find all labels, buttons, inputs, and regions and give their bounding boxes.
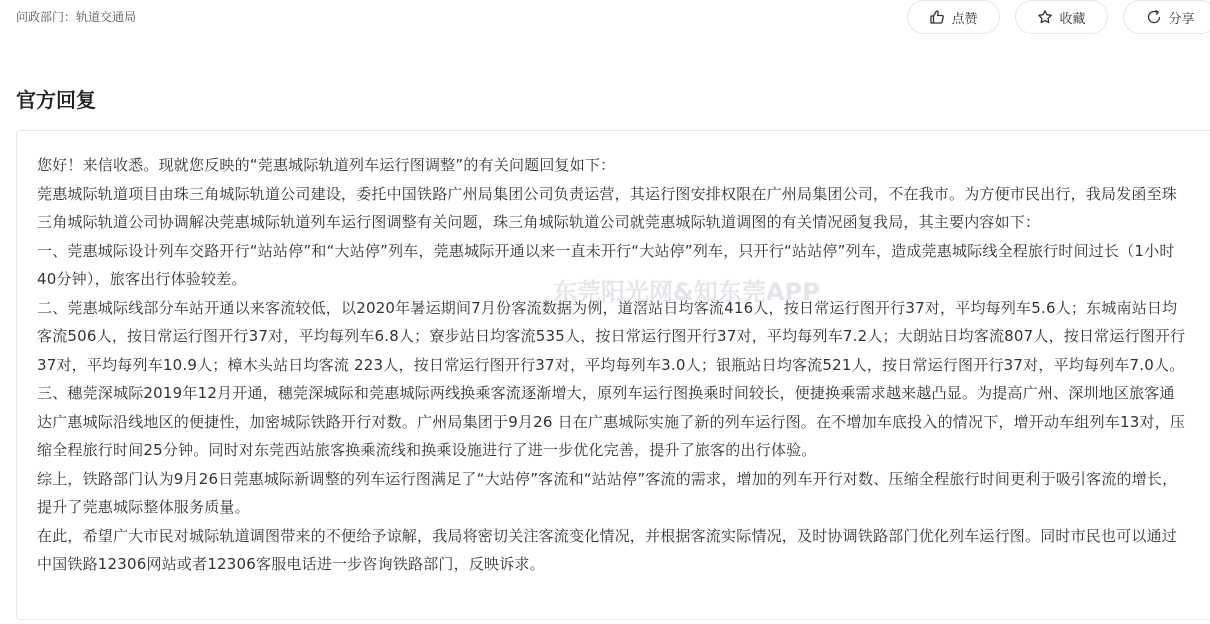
- reply-body: [37, 151, 1187, 579]
- reply-paragraph: 二、莞惠城际线部分车站开通以来客流较低，以2020年暑运期间7月份客流数据为例，道滘站日均客流416人，按日常运行图开行37对，平均每列车5.6人；东城南站日均客流506人，按日常运行图开行37对，平均每列车6.8人；寮步站日均客流535人，按日常运行图开行37对，平均每列车7.2人；大朗站日均客流807人，按日常运行图开行37对，平均每列车10.9人；樟木头站日均客流 223人，按日常运行图开行37对，平均每列车3.0人；银瓶站日均客流521人，按日常运行图开行37对，平均每列车7.0人。: [37, 298, 1186, 374]
- like-button[interactable]: [907, 0, 1000, 34]
- reply-paragraph: 您好！来信收悉。现就您反映的“莞惠城际轨道列车运行图调整”的有关问题回复如下：: [37, 156, 616, 174]
- favorite-button[interactable]: [1015, 0, 1108, 34]
- share-label: 分享: [1168, 11, 1195, 27]
- share-icon: [1146, 9, 1162, 25]
- like-label: 点赞: [951, 11, 978, 27]
- official-reply-title: 官方回复: [16, 88, 96, 112]
- reply-paragraph: 莞惠城际轨道项目由珠三角城际轨道公司建设，委托中国铁路广州局集团公司负责运营，其运行图安排权限在广州局集团公司，不在我市。为方便市民出行，我局发函至珠三角城际轨道公司协调解决莞惠城际轨道列车运行图调整有关问题，珠三角城际轨道公司就莞惠城际轨道调图的有关情况函复我局，其主要内容如下：: [37, 184, 1178, 231]
- department-label: 问政部门：轨道交通局: [16, 10, 137, 24]
- reply-paragraph: 在此，希望广大市民对城际轨道调图带来的不便给予谅解，我局将密切关注客流变化情况，并根据客流实际情况，及时协调铁路部门优化列车运行图。同时市民也可以通过中国铁路12306网站或者12306客服电话进一步咨询铁路部门，反映诉求。: [37, 526, 1178, 573]
- share-button[interactable]: [1123, 0, 1210, 34]
- reply-container: [16, 130, 1210, 620]
- action-bar: [907, 0, 1210, 34]
- reply-paragraph: 一、莞惠城际设计列车交路开行“站站停”和“大站停”列车，莞惠城际开通以来一直未开行“大站停”列车，只开行“站站停”列车，造成莞惠城际线全程旅行时间过长（1小时40分钟），旅客出行体验较差。: [37, 241, 1175, 288]
- reply-paragraph: 三、穗莞深城际2019年12月开通，穗莞深城际和莞惠城际两线换乘客流逐渐增大，原列车运行图换乘时间较长，便捷换乘需求越来越凸显。为提高广州、深圳地区旅客通达广惠城际沿线地区的便捷性，加密城际铁路开行对数。广州局集团于9月26 日在广惠城际实施了新的列车运行图。在不增加车底投入的情况下，增开动车组列车13对，压缩全程旅行时间25分钟。同时对东莞西站旅客换乘流线和换乘设施进行了进一步优化完善，提升了旅客的出行体验。: [37, 384, 1186, 459]
- reply-paragraph: 综上，铁路部门认为9月26日莞惠城际新调整的列车运行图满足了“大站停”客流和“站站停”客流的需求，增加的列车开行对数、压缩全程旅行时间更利于吸引客流的增长，提升了莞惠城际整体服务质量。: [37, 469, 1178, 516]
- favorite-label: 收藏: [1059, 11, 1086, 27]
- thumbs-up-icon: [929, 9, 945, 25]
- watermark: 东莞阳光网&知东莞APP: [553, 278, 820, 306]
- star-icon: [1037, 9, 1053, 25]
